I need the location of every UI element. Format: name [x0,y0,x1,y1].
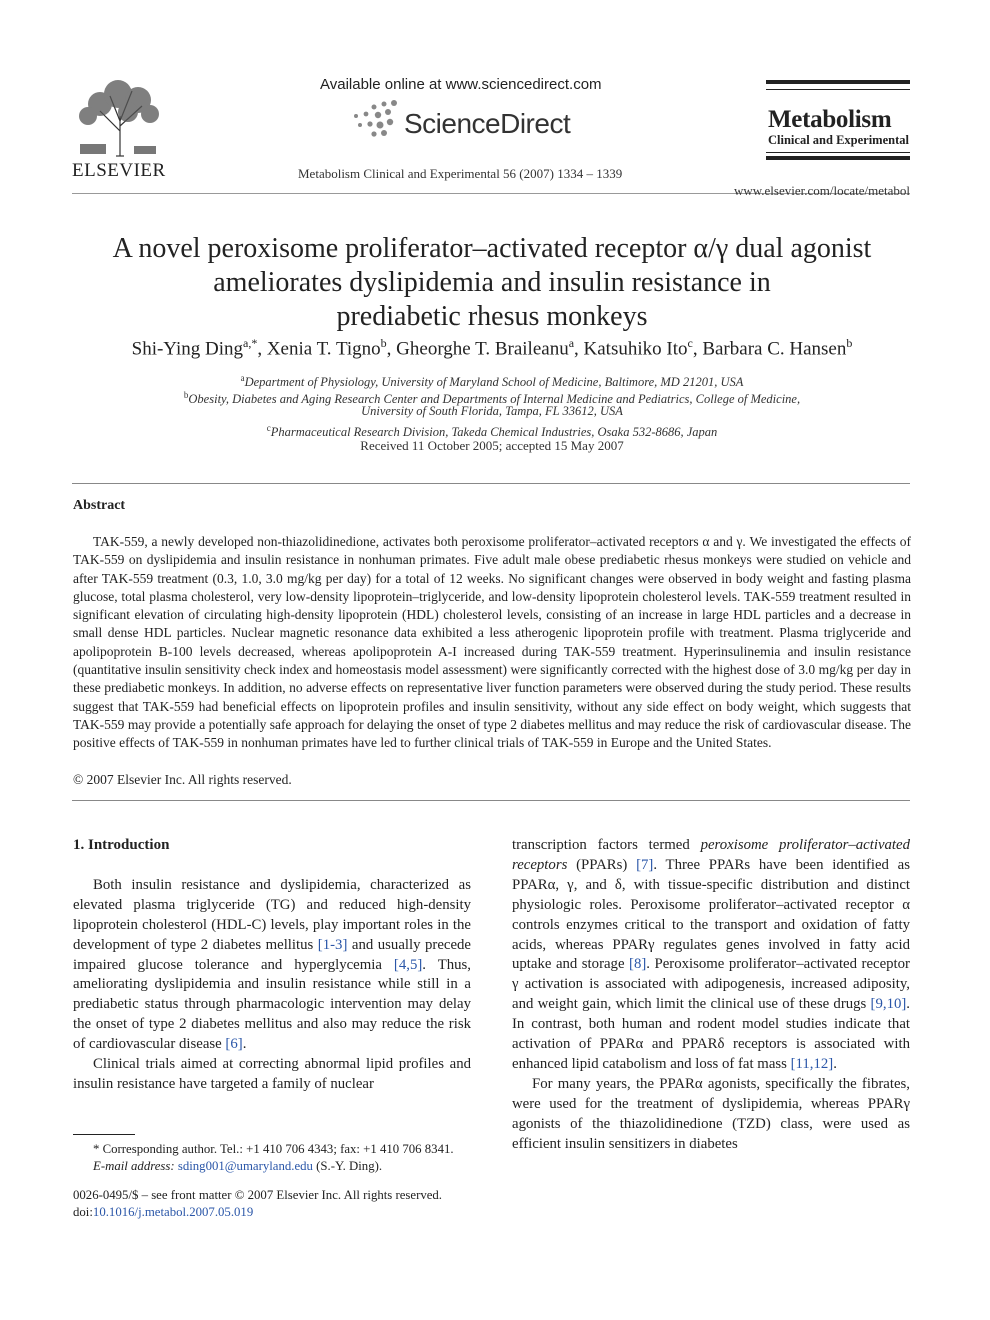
title-line: A novel peroxisome proliferator–activated receptor α/γ dual agonist [112,233,872,264]
journal-url: www.elsevier.com/locate/metabol [733,183,910,198]
abstract-top-rule [72,483,910,484]
header-rule-bottom-thin [766,152,910,153]
citation-link[interactable]: [11,12] [790,1055,834,1072]
text-run: . [833,1055,837,1072]
affiliation [72,403,912,420]
text-run: and usually precede impaired glucose tolerance and hyperglycemia [73,936,471,973]
title-line: ameliorates dyslipidemia and insulin resistance in [213,267,771,298]
citation-link[interactable]: [1-3] [317,936,348,953]
corresponding-author-note: * Corresponding author. Tel.: +1 410 706 4343; fax: +1 410 706 8341. [93,1142,454,1156]
author-affiliation-mark: a,* [243,336,258,350]
sciencedirect-logo-text: ScienceDirect [404,108,571,139]
author-name: Katsuhiko Ito [583,338,688,360]
text-run: Clinical trials aimed at correcting abnormal lipid profiles and insulin resistance have targeted a family of nuclear [73,1056,471,1092]
received-dates: Received 11 October 2005; accepted 15 May 2007 [360,438,624,453]
affiliation-text: Pharmaceutical Research Division, Takeda Chemical Industries, Osaka 532-8686, Japan [270,425,718,440]
author-affiliation-mark: a [568,336,575,350]
paragraph [73,876,471,1055]
issn-line: 0026-0495/$ – see front matter © 2007 Elsevier Inc. All rights reserved. [73,1188,443,1202]
right-column [512,836,910,1155]
article-title [72,232,912,334]
author-affiliation-mark: b [846,336,853,350]
header-rule-top [766,80,910,84]
paragraph [512,836,910,1075]
journal-citation: Metabolism Clinical and Experimental 56 (2007) 1334 – 1339 [298,166,623,181]
journal-name: Metabolism [768,106,892,133]
abstract-bottom-rule [72,800,910,801]
text-run: . [242,1036,247,1053]
text-run: . In contrast, both human and rodent model studies indicate that activation of PPARα and PPARδ receptors is associated with enhanced lipid catabolism and loss of fat mass [512,996,910,1072]
title-line: prediabetic rhesus monkeys [336,301,648,332]
abstract-text: TAK-559, a newly developed non-thiazolidinedione, activates both peroxisome proliferator–activated receptors α and γ. We investigated the effects of TAK-559 on dyslipidemia and insulin resistance in nonhuman primates. Five adult male obese prediabetic rhesus monkeys were studied on vehicle and after TAK-559 treatment (0.3, 1.0, 3.0 mg/kg per day) for a total of 12 weeks. No significant changes were observed in body weight and fasting plasma glucose, total plasma cholesterol, very low-density lipoprotein–triglyceride, and low-density lipoprotein cholesterol levels. TAK-559 treatment resulted in significant elevation of circulating high-density lipoprotein (HDL) cholesterol levels, consisting of an increase in large HDL particles and a decrease in small dense HDL particles. Nuclear magnetic resonance data exhibited a less atherogenic lipoprotein profile with treatment. Plasma triglyceride and apolipoprotein B-100 levels decreased, whereas apolipoprotein A-I increased during TAK-559 treatment. Hyperinsulinemia and insulin resistance (quantitative insulin sensitivity check index and homeostasis model assessment) were significantly corrected with the highest dose of 3.0 mg/kg per day in these prediabetic monkeys. In addition, no adverse effects on representative liver function parameters were observed during the study period. These results suggest that TAK-559 had beneficial effects on lipoprotein profiles and insulin sensitivity, without any side effect on body weight, which suggests that TAK-559 may provide a potentially safe approach for delaying the onset of type 2 diabetes mellitus and may reduce the risk of cardiovascular disease. The positive effects of TAK-559 in nonhuman primates have led to further clinical trials of TAK-559 in Europe and the United States. [73,534,911,751]
citation-link[interactable]: [8] [629,956,647,973]
text-run: . Thus, ameliorating dyslipidemia and insulin resistance while still in a prediabetic status through pharmacologic intervention may delay the onset of type 2 diabetes mellitus and also may reduce the risk of cardiovascular disease [73,956,471,1053]
text-run: For many years, the PPARα agonists, specifically the fibrates, were used for the treatment of dyslipidemia, whereas PPARγ agonists of the thiazolidinedione (TZD) class, were used as efficient insulin sensitizers in diabetes [512,1075,910,1152]
sciencedirect-dots-icon [348,98,404,138]
email-suffix: (S.-Y. Ding). [312,1159,383,1173]
affiliation-mark: b [183,390,189,400]
left-column [73,836,471,1095]
available-online-text: Available online at www.sciencedirect.com [320,76,602,93]
author-name: Barbara C. Hansen [702,338,847,360]
section-heading: 1. Introduction [73,837,170,853]
text-run: . Peroxisome proliferator–activated receptor γ activation is associated with adipogenesis, increased adiposity, and weight gain, which limit the clinical use of these drugs [512,956,910,1013]
email-note [93,1158,382,1175]
paragraph [73,1055,471,1095]
text-run: (PPARs) [567,856,637,873]
citation-link[interactable]: [9,10] [870,996,907,1013]
email-link[interactable]: sding001@umaryland.edu [177,1159,313,1173]
text-run: . Three PPARs have been identified as PPARα, γ, and δ, with tissue-specific distribution and distinct physiologic roles. Peroxisome proliferator–activated receptor α controls enzymes critical to the transport and oxidation of fatty acids, whereas PPARγ regulates genes involved in fatty acid uptake and storage [512,856,911,973]
citation-link[interactable]: [4,5] [393,956,423,973]
publisher-name: ELSEVIER [72,160,166,181]
author-name: Gheorghe T. Braileanu [396,338,569,360]
affiliation-mark: c [266,423,271,433]
citation-link[interactable]: [6] [225,1036,243,1053]
email-label: E-mail address: [93,1159,175,1173]
affiliation-text: Department of Physiology, University of Maryland School of Medicine, Baltimore, MD 21201, USA [244,375,744,390]
author-list: Shi-Ying Ding$^{a,*}$, Xenia T. Tigno$^b$, Gheorghe T. Braileanu$^a$, Katsuhiko Ito$^c$, Barbara C. Hansen$^b$ [131,336,853,360]
author-affiliation-mark: b [380,336,387,350]
copyright-line: © 2007 Elsevier Inc. All rights reserved. [73,772,292,787]
paragraph [512,1075,910,1155]
journal-subtitle: Clinical and Experimental [768,133,909,147]
text-run: Both insulin resistance and dyslipidemia, characterized as elevated plasma triglyceride (TG) and reduced high-density lipoprotein cholesterol (HDL-C) levels, play important roles in the development of type 2 diabetes mellitus [73,876,471,953]
author-name: Shi-Ying Ding [131,338,243,360]
abstract-heading: Abstract [73,498,126,513]
doi-line [73,1204,253,1221]
author-affiliation-mark: c [687,336,693,350]
citation-link[interactable]: [7] [636,856,654,873]
affiliation-mark: a [240,373,245,383]
footnote-rule [73,1134,135,1135]
header-rule-bottom [766,156,910,160]
doi-link[interactable]: 10.1016/j.metabol.2007.05.019 [92,1205,254,1219]
affiliation-text: University of South Florida, Tampa, FL 33612, USA [361,404,623,418]
text-run: transcription factors termed [512,837,701,853]
text-run: peroxisome proliferator–activated receptors [512,837,910,873]
author-name: Xenia T. Tigno [266,338,381,360]
elsevier-tree-logo [70,76,170,158]
header-rule-top-thin [766,89,910,90]
affiliation-text: Obesity, Diabetes and Aging Research Center and Departments of Internal Medicine and Pediatrics, College of Medicine, [188,392,801,407]
doi-label: doi: [73,1205,93,1219]
